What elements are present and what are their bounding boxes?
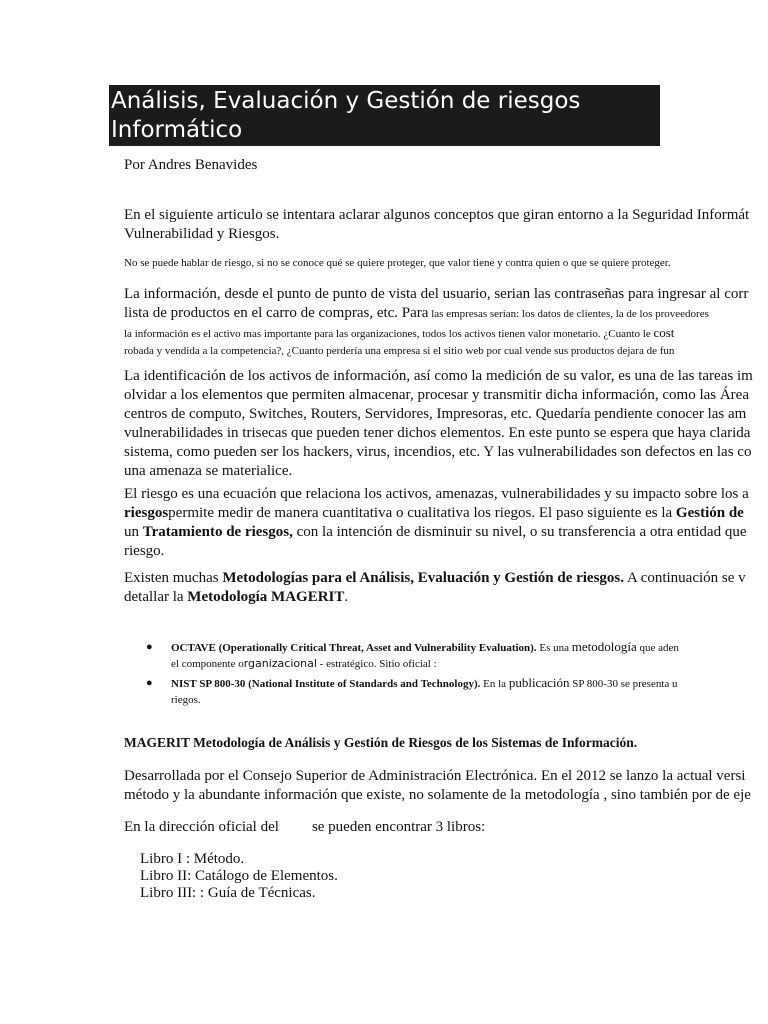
text-line: [124, 569, 746, 588]
text-span: - estratégico. Sitio oficial :: [316, 658, 437, 670]
text-line: En el siguiente articulo se intentara aclarar algunos conceptos que giran entorno a la Seguridad Informát: [124, 207, 750, 223]
text-line: La identificación de los activos de información, así como la medición de su valor, es una de las tareas im: [124, 368, 753, 384]
text-line: método y la abundante información que existe, no solamente de la metodología , sino también por de eje: [124, 787, 751, 803]
text-line: una amenaza se materialice.: [124, 463, 293, 479]
bold-text: OCTAVE (Operationally Critical Threat, Asset and Vulnerability Evaluation).: [171, 642, 537, 654]
list-item: Libro I : Método.: [140, 851, 245, 867]
bold-text: NIST SP 800-30 (National Institute of Standards and Technology).: [171, 678, 481, 690]
text-line: Vulnerabilidad y Riesgos.: [124, 226, 280, 242]
riesgo-paragraph: [124, 485, 749, 561]
text-line: centros de computo, Switches, Routers, Servidores, Impresoras, etc. Quedaría pendiente conocer las am: [124, 406, 747, 422]
text-span: metodología: [571, 639, 637, 654]
byline: Por Andres Benavides: [124, 157, 258, 173]
magerit-paragraph: [124, 767, 751, 805]
direccion-paragraph: [124, 818, 485, 837]
text-span: A continuación se v: [624, 570, 746, 586]
text-span: un: [124, 524, 143, 540]
metodologias-paragraph: [124, 569, 746, 607]
text-line: [124, 523, 749, 542]
text-line: [124, 304, 748, 324]
text-span: el componente o: [171, 658, 244, 670]
bullet-icon: ●: [146, 641, 153, 653]
title-line: Análisis, Evaluación y Gestión de riesgos: [111, 88, 581, 114]
text-line: vulnerabilidades in trisecas que pueden tener dichos elementos. En este punto se espera que haya clarida: [124, 425, 751, 441]
text-line: El riesgo es una ecuación que relaciona los activos, amenazas, vulnerabilidades y su impacto sobre los a: [124, 486, 749, 502]
text-span: permite medir de manera cuantitativa o cualitativa los riegos. El paso siguiente es la: [168, 505, 676, 521]
text-line: robada y vendida a la competencia?, ¿Cuanto perdería una empresa si el sitio web por cual vende sus productos dejara de fun: [124, 345, 675, 357]
text-line: riesgo.: [124, 543, 165, 559]
text-line: [124, 588, 746, 607]
text-span: lista de productos en el carro de compras, etc. Para: [124, 305, 429, 321]
text-line: [171, 639, 679, 656]
text-line: La información, desde el punto de punto de vista del usuario, serian las contraseñas para ingresar al corr: [124, 286, 749, 302]
list-item: [124, 639, 679, 672]
text-line: [124, 324, 748, 343]
text-span: detallar la: [124, 589, 188, 605]
text-span: las empresas serian: los datos de clientes, la de los proveedores: [428, 308, 709, 320]
text-span: publicación: [508, 675, 570, 690]
text-span: la información es el activo mas importante para las organizaciones, todos los activos tienen valor monetario. ¿Cuanto le: [124, 328, 654, 340]
text-span: que aden: [636, 642, 679, 654]
activos-paragraph: [124, 367, 753, 481]
text-span: Es una: [536, 642, 572, 654]
text-span: .: [344, 589, 349, 605]
text-span: Existen muchas: [124, 570, 223, 586]
text-span: SP 800-30 se presenta u: [569, 678, 678, 690]
bold-text: Gestión de: [675, 505, 744, 521]
title-line: Informático: [111, 117, 243, 143]
text-span: se pueden encontrar 3 libros:: [311, 819, 486, 835]
text-line: [171, 675, 679, 692]
intro-paragraph: [124, 206, 749, 244]
text-span: En la: [480, 678, 509, 690]
bold-text: riesgos: [124, 505, 169, 521]
bold-text: Metodología MAGERIT: [187, 589, 345, 605]
books-list: [140, 851, 338, 902]
document-title: [109, 85, 660, 146]
list-item: Libro III: : Guía de Técnicas.: [140, 885, 316, 901]
bold-text: Tratamiento de riesgos,: [142, 524, 293, 540]
text-line: Desarrollada por el Consejo Superior de Administración Electrónica. En el 2012 se lanzo la actual versi: [124, 768, 746, 784]
section-heading: MAGERIT Metodología de Análisis y Gestión de Riesgos de los Sistemas de Información.: [124, 735, 638, 750]
info-paragraph: [124, 285, 748, 360]
bold-text: Metodologías para el Análisis, Evaluación y Gestión de riesgos.: [222, 570, 625, 586]
list-item: [124, 675, 679, 708]
bullet-icon: ●: [146, 677, 153, 689]
note-paragraph: No se puede hablar de riesgo, si no se conoce qué se quiere proteger, que valor tiene y contra quien o que se quiere proteger.: [124, 257, 671, 269]
text-line: olvidar a los elementos que permiten almacenar, procesar y transmitir dicha información, como las Área: [124, 387, 749, 403]
text-span: En la dirección oficial del: [124, 819, 279, 835]
text-line: sistema, como pueden ser los hackers, virus, incendios, etc. Y las vulnerabilidades son defectos en las co: [124, 444, 752, 460]
text-line: [171, 656, 679, 672]
text-span: rganizacional: [243, 657, 317, 670]
text-line: [124, 504, 749, 523]
text-span: cost: [653, 325, 675, 340]
list-item: Libro II: Catálogo de Elementos.: [140, 868, 338, 884]
methodology-list: [124, 639, 679, 708]
text-line: riegos.: [171, 694, 201, 706]
text-span: con la intención de disminuir su nivel, o su transferencia a otra entidad que: [292, 524, 747, 540]
